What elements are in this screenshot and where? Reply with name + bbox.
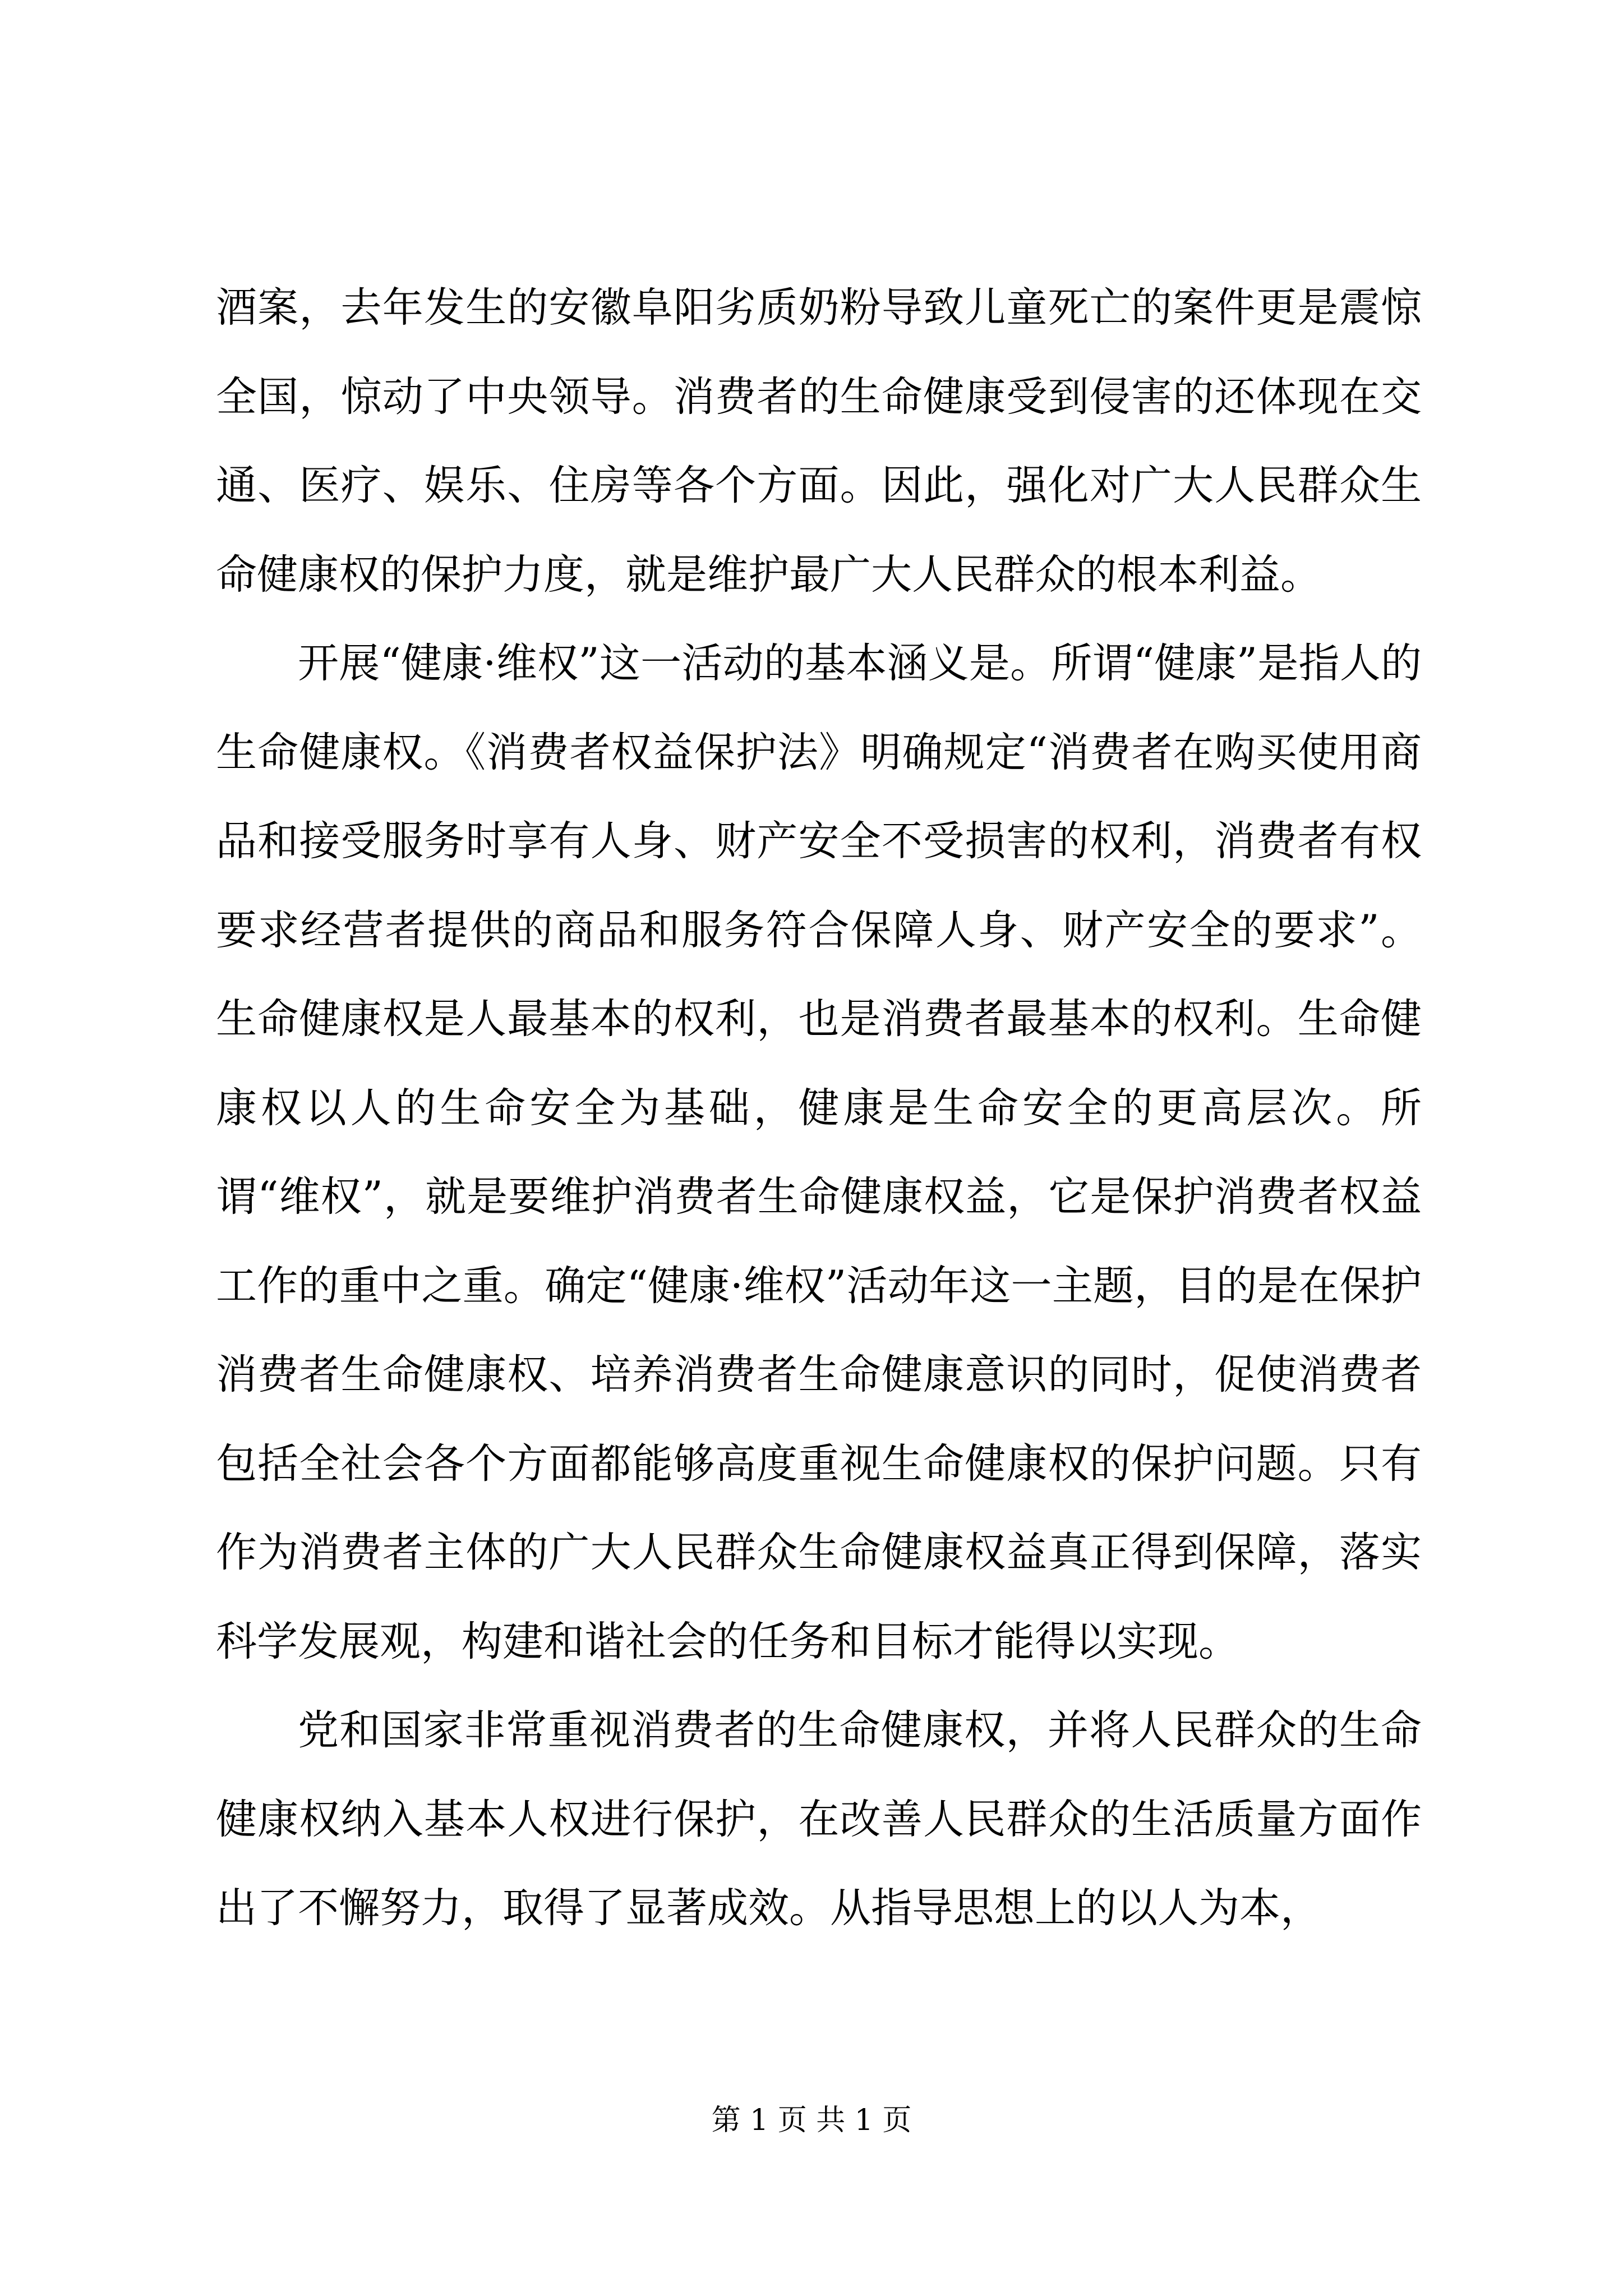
paragraph: 党和国家非常重视消费者的生命健康权，并将人民群众的生命健康权纳入基本人权进行保护，在改善人民群众的生活质量方面作出了不懈努力，取得了显著成效。从指导思想上的以人为本， [216, 1706, 1422, 1932]
paragraph-continued: 酒案，去年发生的安徽阜阳劣质奶粉导致儿童死亡的案件更是震惊全国，惊动了中央领导。消费者的生命健康受到侵害的还体现在交通、医疗、娱乐、住房等各个方面。因此，强化对广大人民群众生命健康权的保护力度，就是维护最广大人民群众的根本利益。 [216, 284, 1422, 599]
paragraph: 开展“健康·维权”这一活动的基本涵义是。所谓“健康”是指人的生命健康权。《消费者权益保护法》明确规定“消费者在购买使用商品和接受服务时享有人身、财产安全不受损害的权利，消费者有权要求经营者提供的商品和服务符合保障人身、财产安全的要求”。生命健康权是人最基本的权利，也是消费者最基本的权利。生命健康权以人的生命安全为基础，健康是生命安全的更高层次。所谓“维权”，就是要维护消费者生命健康权益，它是保护消费者权益工作的重中之重。确定“健康·维权”活动年这一主题，目的是在保护消费者生命健康权、培养消费者生命健康意识的同时，促使消费者包括全社会各个方面都能够高度重视生命健康权的保护问题。只有作为消费者主体的广大人民群众生命健康权益真正得到保障，落实科学发展观，构建和谐社会的任务和目标才能得以实现。 [216, 639, 1422, 1665]
page-number-footer: 第 1 页 共 1 页 [711, 2104, 912, 2137]
document-body [216, 264, 1422, 1953]
